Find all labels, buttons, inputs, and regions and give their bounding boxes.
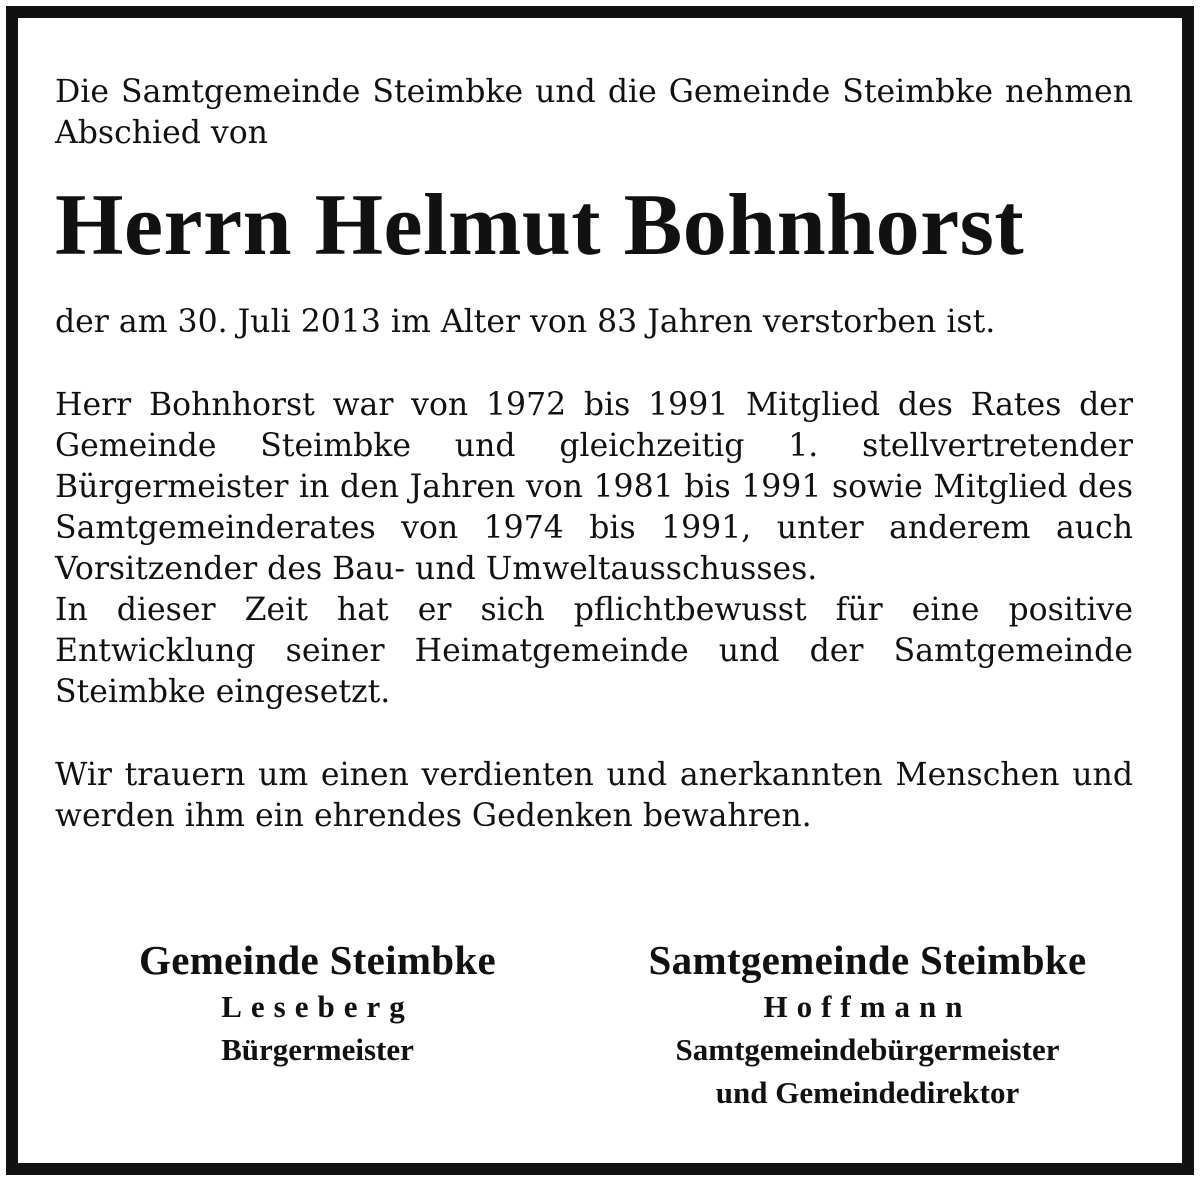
deceased-name: Herrn Helmut Bohnhorst	[55, 177, 1025, 274]
signature-left-organization: Gemeinde Steimbke	[139, 937, 496, 983]
signature-block	[55, 935, 1133, 1115]
signature-left	[105, 935, 530, 1071]
signature-right-title-2: und Gemeindedirektor	[715, 1075, 1020, 1110]
biography-paragraph-2: In dieser Zeit hat er sich pflichtbewusst für eine positive Entwicklung seiner Heimatgemeinde und der Samtgemeinde Steimbke eingesetzt.	[55, 592, 1133, 710]
intro-text: Die Samtgemeinde Steimbke und die Gemeinde Steimbke nehmen Abschied von	[55, 74, 1133, 151]
signature-right	[600, 935, 1135, 1114]
signature-right-organization: Samtgemeinde Steimbke	[648, 937, 1087, 983]
obituary-content	[55, 72, 1133, 837]
mourning-text: Wir trauern um einen verdienten und anerkannten Menschen und werden ihm ein ehrendes Gedenken bewahren.	[55, 757, 1133, 834]
signature-left-title: Bürgermeister	[221, 1032, 414, 1067]
death-line: der am 30. Juli 2013 im Alter von 83 Jahren verstorben ist.	[55, 304, 996, 340]
signature-left-person: Leseberg	[221, 989, 414, 1024]
biography-paragraph-1: Herr Bohnhorst war von 1972 bis 1991 Mitglied des Rates der Gemeinde Steimbke und gleichzeitig 1. stellvertretender Bürgermeister in den Jahren von 1981 bis 1991 sowie Mitglied des Samtgemeinderates von 1974 bis 1991, unter anderem auch Vorsitzender des Bau- und Umweltausschusses.	[55, 387, 1133, 587]
signature-right-title-1: Samtgemeindebürgermeister	[675, 1032, 1060, 1067]
signature-right-person: Hoffmann	[763, 989, 972, 1024]
